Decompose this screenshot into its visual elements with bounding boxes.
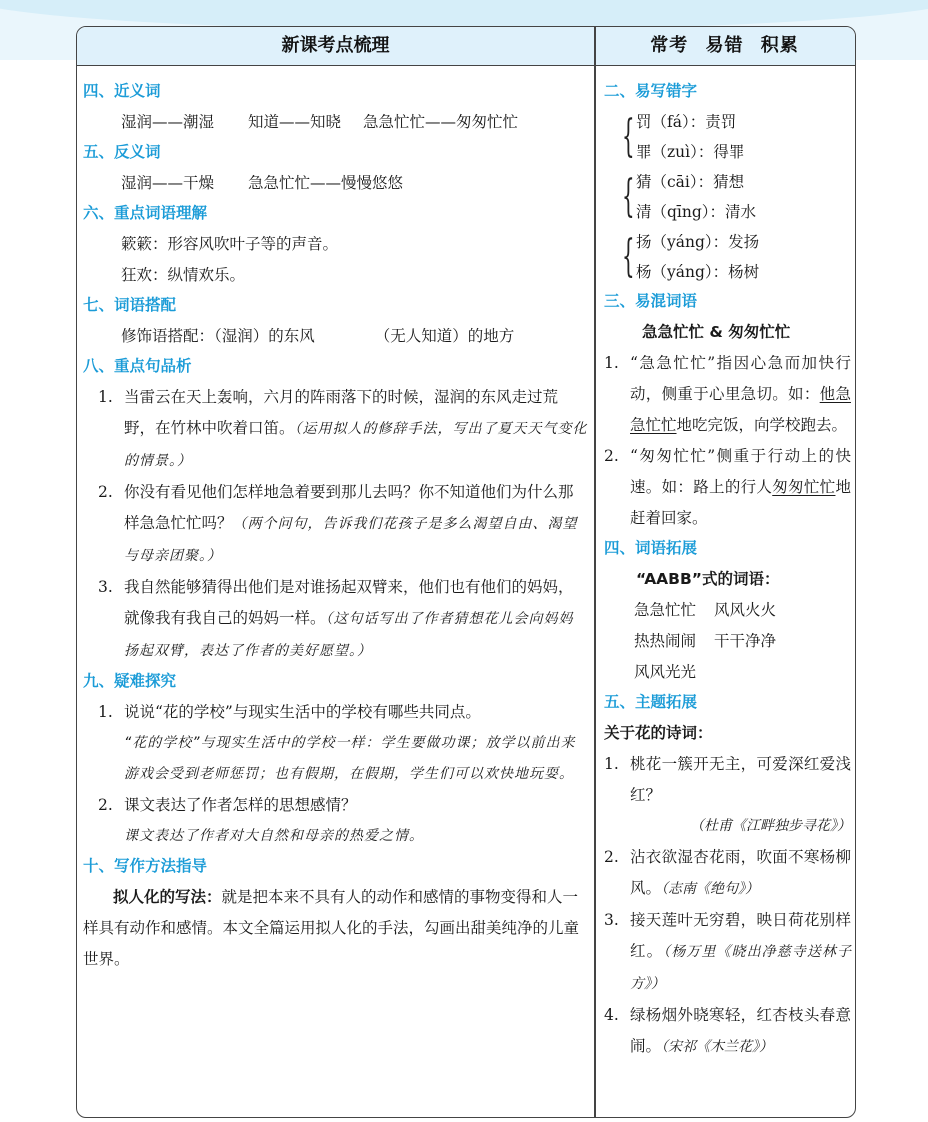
poem-item <box>604 905 851 1000</box>
item-number: 2. <box>604 447 619 465</box>
poem-text: 绿杨烟外晓寒轻，红杏枝头春意闹。 <box>630 1006 851 1055</box>
confusing-words-subtitle: 急急忙忙 & 匆匆忙忙 <box>642 323 791 341</box>
writing-method-term: 拟人化的写法： <box>113 888 222 906</box>
confusing-word-item <box>604 441 851 534</box>
synonym-pair: 急急忙忙——匆匆忙忙 <box>363 113 519 131</box>
aabb-word: 急急忙忙 <box>634 601 697 619</box>
antonyms-line <box>83 168 588 199</box>
item-number: 2. <box>98 796 113 814</box>
item-number: 1. <box>604 755 619 773</box>
poem-source: （杨万里《晓出净慈寺送林子方》） <box>630 944 851 992</box>
example-text: 地赶着回家。 <box>630 478 851 527</box>
section-writing-method-title: 十、写作方法指导 <box>83 857 208 875</box>
section-key-words-title: 六、重点词语理解 <box>83 204 208 222</box>
char-pair <box>604 107 851 167</box>
char-entry: 罚（fá）：责罚 <box>636 113 737 131</box>
writing-method-text: 就是把本来不具有人的动作和感情的事物变得和人一样具有动作和感情。本文全篇运用拟人化的手法，勾画出甜美纯净的儿童世界。 <box>83 888 580 968</box>
content-table <box>76 26 856 1118</box>
section-confusing-words-title: 三、易混词语 <box>604 292 698 310</box>
synonyms-line <box>83 107 588 138</box>
item-number: 2. <box>98 483 113 501</box>
aabb-word: 热热闹闹 <box>634 632 697 650</box>
sentence-note: （两个问句，告诉我们花孩子是多么渴望自由、渴望与母亲团聚。） <box>124 516 578 564</box>
brace-icon: { <box>622 231 635 282</box>
key-word-definition: 簌簌：形容风吹叶子等的声音。 <box>121 235 339 253</box>
char-entry: 扬（yáng）：发扬 <box>636 233 760 251</box>
left-column <box>77 65 594 1117</box>
char-entry: 罪（zuì）：得罪 <box>636 143 745 161</box>
section-miswritten-chars-title: 二、易写错字 <box>604 82 698 100</box>
poem-item <box>604 749 851 842</box>
section-inquiry-title: 九、疑难探究 <box>83 672 177 690</box>
section-synonyms-title: 四、近义词 <box>83 82 161 100</box>
char-entry: 清（qīng）：清水 <box>636 203 757 221</box>
right-column-title: 常考 易错 积累 <box>650 35 799 56</box>
sentence-text: 你没有看见他们怎样地急着要到那儿去吗？你不知道他们为什么那样急急忙忙吗？ <box>124 483 574 532</box>
explanation-text: “匆匆忙忙”侧重于行动上的快速。如：路上的行人 <box>630 447 851 496</box>
poem-source: （宋祁《木兰花》） <box>661 1039 774 1055</box>
word-extension-subtitle: “AABB”式的词语： <box>636 570 780 588</box>
collocation-a: 修饰语搭配：（湿润）的东风 <box>121 327 315 345</box>
sentence-note: （运用拟人的修辞手法，写出了夏天天气变化的情景。） <box>124 421 588 469</box>
synonym-pair: 湿润——潮湿 <box>121 113 215 131</box>
word-row <box>604 657 851 688</box>
antonym-pair: 急急忙忙——慢慢悠悠 <box>248 174 404 192</box>
brace-icon: { <box>622 171 635 222</box>
writing-method-paragraph <box>83 882 588 975</box>
inquiry-answer: 课文表达了作者对大自然和母亲的热爱之情。 <box>124 828 424 844</box>
aabb-word: 风风火火 <box>714 601 777 619</box>
poem-text: 接天莲叶无穷碧，映日荷花别样红。 <box>630 911 851 960</box>
poems-subtitle: 关于花的诗词： <box>604 724 713 742</box>
poem-source: （杜甫《江畔独步寻花》） <box>690 818 851 834</box>
char-pair <box>604 227 851 287</box>
inquiry-question: 说说“花的学校”与现实生活中的学校有哪些共同点。 <box>124 703 481 721</box>
inquiry-item <box>83 697 588 790</box>
poem-text: 桃花一簇开无主，可爱深红爱浅红？ <box>630 755 851 804</box>
poem-item <box>604 842 851 905</box>
char-entry: 猜（cāi）：猜想 <box>636 173 745 191</box>
section-collocation-title: 七、词语搭配 <box>83 296 177 314</box>
section-theme-extension-title: 五、主题拓展 <box>604 693 698 711</box>
table-header <box>77 27 855 66</box>
item-number: 1. <box>98 703 113 721</box>
poem-text: 沾衣欲湿杏花雨，吹面不寒杨柳风。 <box>630 848 851 897</box>
confusing-word-item <box>604 348 851 441</box>
collocation-b: （无人知道）的地方 <box>374 327 515 345</box>
aabb-word: 风风光光 <box>634 663 697 681</box>
char-entry: 杨（yáng）：杨树 <box>636 263 760 281</box>
example-text: 地吃完饭，向学校跑去。 <box>676 416 848 434</box>
poem-item <box>604 1000 851 1063</box>
left-column-title: 新课考点梳理 <box>281 35 390 56</box>
sentence-text: 当雷云在天上轰响，六月的阵雨落下的时候，湿润的东风走过荒野，在竹林中吹着口笛。 <box>124 388 559 437</box>
char-pair <box>604 167 851 227</box>
sentence-item <box>83 572 588 667</box>
sentence-text: 我自然能够猜得出他们是对谁扬起双臂来，他们也有他们的妈妈，就像我有我自己的妈妈一样。 <box>124 578 574 627</box>
item-number: 2. <box>604 848 619 866</box>
key-word-definition: 狂欢：纵情欢乐。 <box>121 266 246 284</box>
item-number: 3. <box>98 578 113 596</box>
inquiry-question: 课文表达了作者怎样的思想感情？ <box>124 796 357 814</box>
item-number: 1. <box>98 388 113 406</box>
item-number: 1. <box>604 354 619 372</box>
aabb-word: 干干净净 <box>714 632 777 650</box>
synonym-pair: 知道——知晓 <box>248 113 342 131</box>
inquiry-item <box>83 790 588 852</box>
right-column <box>596 65 855 1117</box>
word-row <box>604 626 851 657</box>
collocation-line <box>83 321 588 352</box>
section-antonyms-title: 五、反义词 <box>83 143 161 161</box>
brace-icon: { <box>622 111 635 162</box>
poem-source: （志南《绝句》） <box>661 881 760 897</box>
sentence-note: （这句话写出了作者猜想花儿会向妈妈扬起双臂，表达了作者的美好愿望。） <box>124 611 574 659</box>
explanation-text: “急急忙忙”指因心急而加快行动，侧重于心里急切。如： <box>630 354 851 403</box>
item-number: 4. <box>604 1006 619 1024</box>
word-row <box>604 595 851 626</box>
item-number: 3. <box>604 911 619 929</box>
section-sentence-analysis-title: 八、重点句品析 <box>83 357 192 375</box>
example-underlined: 他急急忙忙 <box>630 385 851 434</box>
sentence-item <box>83 382 588 477</box>
sentence-item <box>83 477 588 572</box>
inquiry-answer: “花的学校”与现实生活中的学校一样：学生要做功课；放学以前出来游戏会受到老师惩罚；也有假期，在假期，学生们可以欢快地玩耍。 <box>124 735 576 782</box>
section-word-extension-title: 四、词语拓展 <box>604 539 698 557</box>
antonym-pair: 湿润——干燥 <box>121 174 215 192</box>
example-underlined: 匆匆忙忙 <box>772 478 836 496</box>
